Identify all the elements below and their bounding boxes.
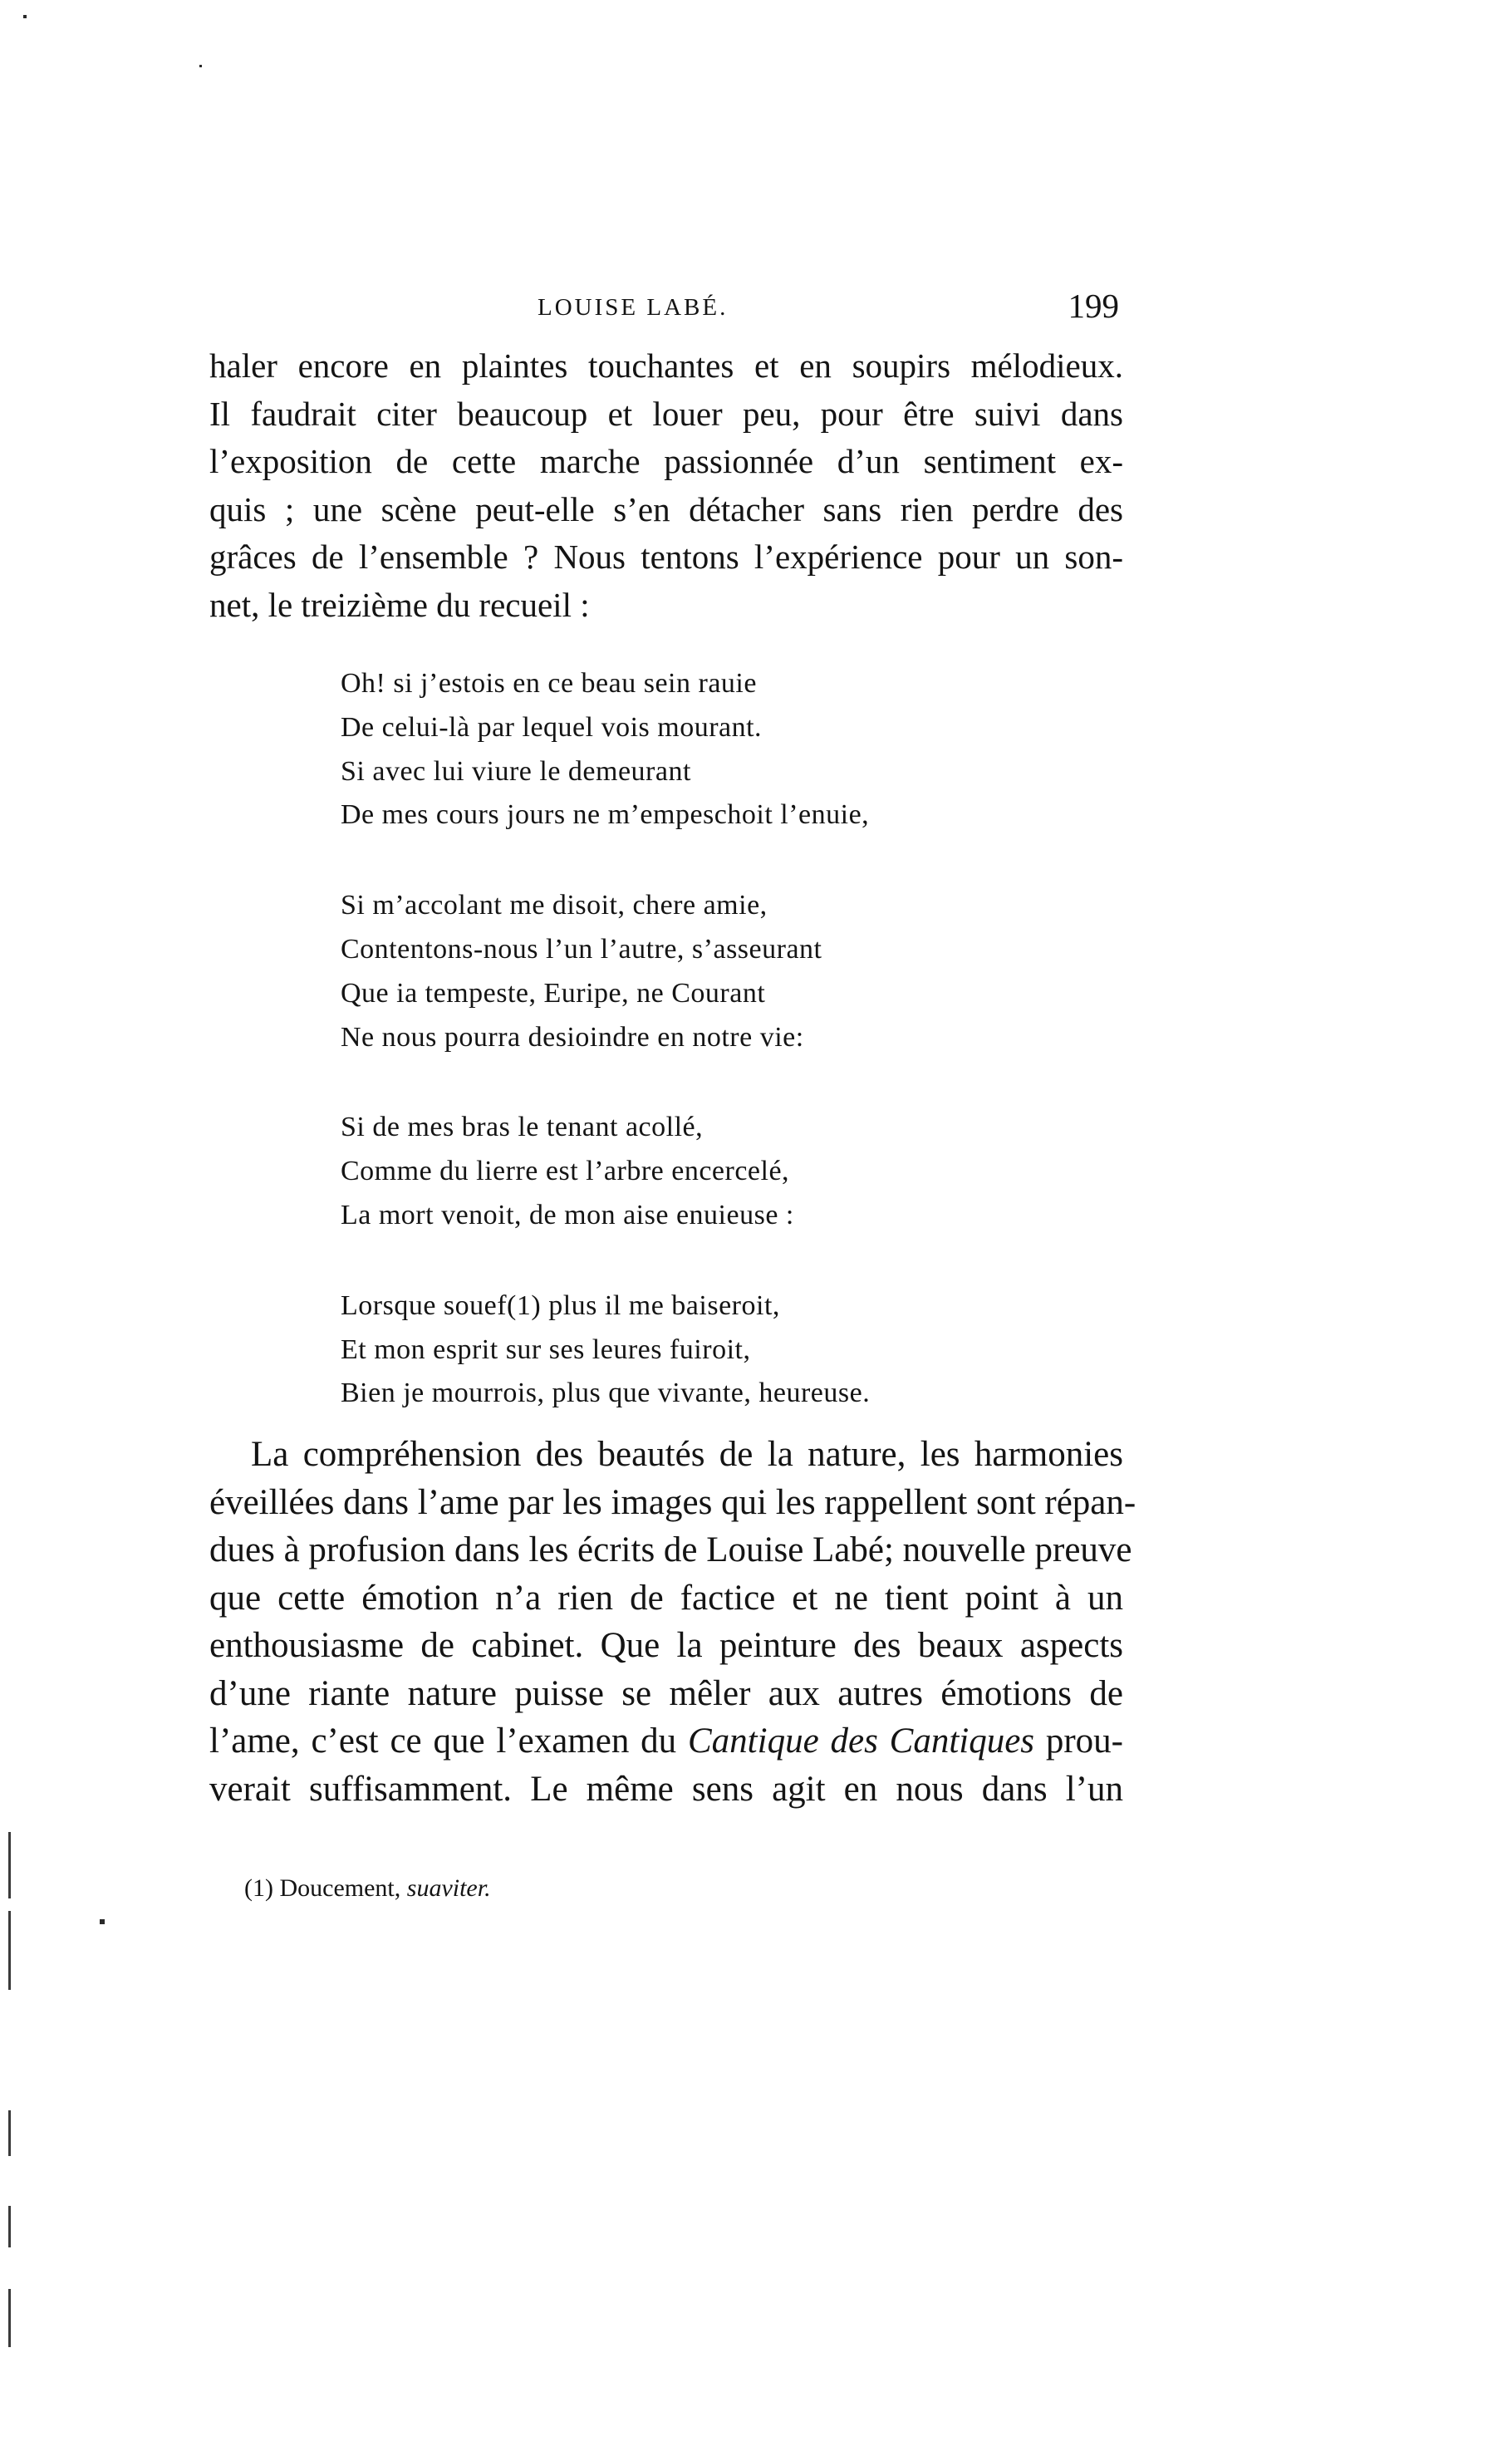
verse-line: De mes cours jours ne m’empeschoit l’enuie, (341, 799, 870, 831)
quatrain-2 (341, 884, 870, 1059)
running-head (209, 287, 1119, 332)
verse-line: Que ia tempeste, Euripe, ne Courant (341, 977, 766, 1009)
verse-line: Lorsque souef(1) plus il me baiseroit, (341, 1289, 780, 1321)
text-line: quis ; une scène peut-elle s’en détacher sans rien perdre des (209, 489, 1123, 528)
scan-edge-line (8, 1832, 11, 1898)
verse-line: Si m’accolant me disoit, chere amie, (341, 890, 768, 921)
tercet-2 (341, 1284, 870, 1416)
verse-line: Contentons-nous l’un l’autre, s’asseurant (341, 933, 822, 965)
verse-line: La mort venoit, de mon aise enuieuse : (341, 1199, 794, 1230)
scan-edge-line (8, 2206, 11, 2247)
page-number: 199 (1068, 287, 1119, 325)
text-line: éveillées dans l’ame par les images qui les rappellent sont répan- (209, 1482, 1136, 1522)
text-line: l’exposition de cette marche passionnée d’un sentiment ex- (209, 442, 1123, 480)
verse-line: Oh! si j’estois en ce beau sein rauie (341, 668, 757, 699)
verse-line: Comme du lierre est l’arbre encercelé, (341, 1156, 790, 1187)
text-line: d’une riante nature puisse se mêler aux autres émotions de (209, 1673, 1123, 1713)
verse-line: Bien je mourrois, plus que vivante, heureuse. (341, 1378, 871, 1409)
text-line: que cette émotion n’a rien de factice et ne tient point à un (209, 1578, 1123, 1618)
tercet-1 (341, 1106, 870, 1237)
verse-line: Ne nous pourra desioindre en notre vie: (341, 1021, 804, 1053)
text-line: Il faudrait citer beaucoup et louer peu, pour être suivi dans (209, 394, 1123, 433)
verse-line: De celui-là par lequel vois mourant. (341, 711, 763, 743)
scan-speck (23, 15, 27, 18)
text-line: La compréhension des beautés de la nature, les harmonies (251, 1435, 1123, 1474)
italic-title: Cantique des Cantiques (688, 1721, 1035, 1761)
running-title: LOUISE LABÉ. (538, 294, 729, 321)
scan-edge-line (8, 1911, 11, 1990)
text-line-with-title (209, 1717, 1123, 1766)
text-line: verait suffisamment. Le même sens agit en nous dans l’un (209, 1769, 1123, 1809)
text-line: dues à profusion dans les écrits de Louise Labé; nouvelle preuve (209, 1530, 1132, 1569)
paragraph-2 (209, 1431, 1136, 1813)
text-line: grâces de l’ensemble ? Nous tentons l’expérience pour un son- (209, 538, 1123, 576)
text-line: enthousiasme de cabinet. Que la peinture des beaux aspects (209, 1626, 1123, 1665)
sonnet (341, 662, 870, 1462)
scan-edge-line (8, 2110, 11, 2156)
scan-edge-line (8, 2289, 11, 2347)
scan-speck (199, 65, 202, 67)
footnote (244, 1874, 491, 1903)
verse-line: Si avec lui viure le demeurant (341, 755, 691, 787)
verse-line: Et mon esprit sur ses leures fuiroit, (341, 1333, 751, 1365)
text-segment: prou- (1034, 1721, 1123, 1761)
footnote-marker: (1) (244, 1874, 273, 1902)
footnote-text: Doucement, (279, 1874, 401, 1902)
text-line: net, le treizième du recueil : (209, 585, 590, 624)
text-segment: l’ame, c’est ce que l’examen du (209, 1721, 688, 1761)
verse-line: Si de mes bras le tenant acollé, (341, 1112, 704, 1143)
scan-speck (100, 1919, 105, 1924)
quatrain-1 (341, 662, 870, 837)
footnote-latin: suaviter. (406, 1874, 491, 1902)
paragraph-1 (209, 342, 1123, 629)
text-line: haler encore en plaintes touchantes et en soupirs mélodieux. (209, 346, 1123, 385)
